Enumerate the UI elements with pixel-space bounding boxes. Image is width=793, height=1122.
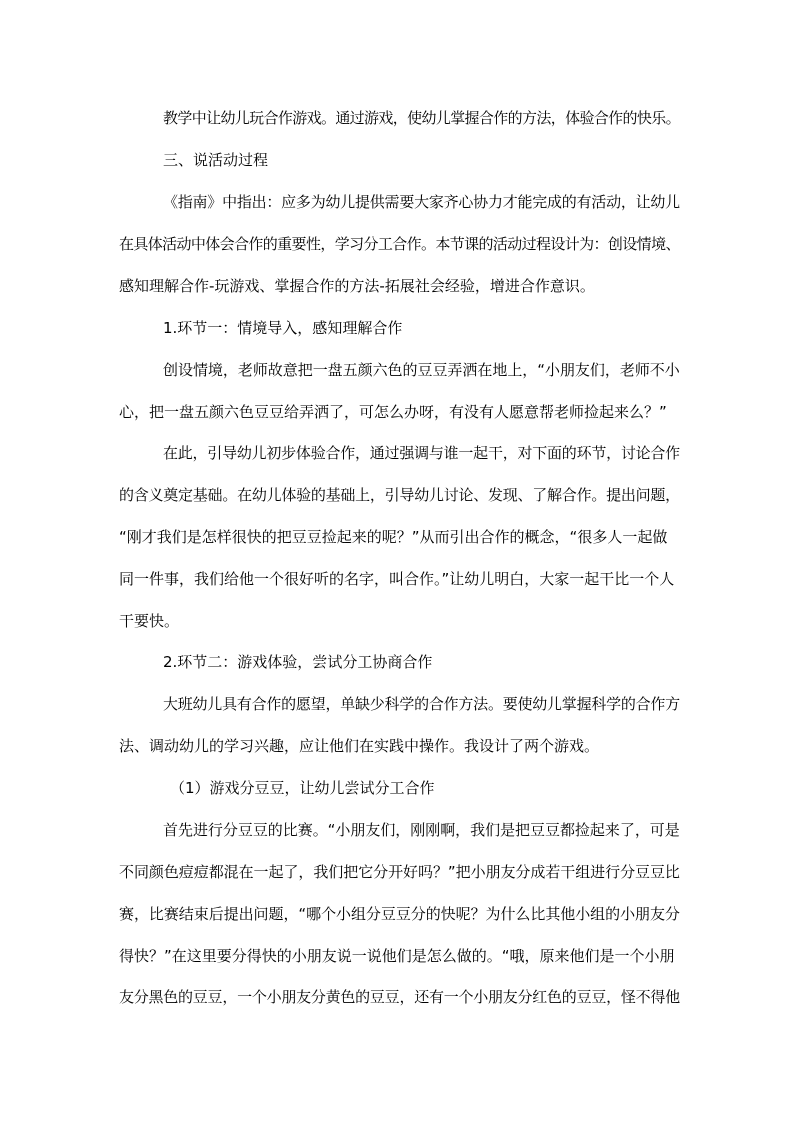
paragraph-line: 的含义奠定基础。在幼儿体验的基础上，引导幼儿讨论、发现、了解合作。提出问题，	[119, 486, 680, 504]
paragraph-line: 得快？”在这里要分得快的小朋友说一说他们是怎么做的。“哦，原来他们是一个小朋	[119, 947, 675, 965]
paragraph-line: 首先进行分豆豆的比赛。“小朋友们，刚刚啊，我们是把豆豆都捡起来了，可是	[163, 821, 680, 839]
paragraph-line: 友分黑色的豆豆，一个小朋友分黄色的豆豆，还有一个小朋友分红色的豆豆，怪不得他	[119, 988, 680, 1006]
paragraph-line: 大班幼儿具有合作的愿望，单缺少科学的合作方法。要使幼儿掌握科学的合作方	[163, 695, 680, 713]
paragraph-line: 教学中让幼儿玩合作游戏。通过游戏，使幼儿掌握合作的方法，体验合作的快乐。	[163, 109, 680, 127]
paragraph-line: 在具体活动中体会合作的重要性，学习分工合作。本节课的活动过程设计为：创设情境、	[119, 235, 680, 253]
paragraph-line: 干要快。	[119, 612, 180, 630]
paragraph-line: 心，把一盘五颜六色豆豆给弄洒了，可怎么办呀，有没有人愿意帮老师捡起来么？”	[119, 403, 667, 421]
paragraph-line: “刚才我们是怎样很快的把豆豆捡起来的呢？”从而引出合作的概念，“很多人一起做	[119, 528, 668, 546]
paragraph-line: 赛，比赛结束后提出问题，“哪个小组分豆豆分的快呢？为什么比其他小组的小朋友分	[119, 905, 680, 923]
list-item-heading: （1）游戏分豆豆，让幼儿尝试分工合作	[170, 779, 435, 797]
paragraph-line: 同一件事，我们给他一个很好听的名字，叫合作。”让幼儿明白，大家一起干比一个人	[119, 570, 675, 588]
subsection-heading: 1.环节一：情境导入，感知理解合作	[163, 319, 403, 337]
paragraph-line: 不同颜色痘痘都混在一起了，我们把它分开好吗？”把小朋友分成若干组进行分豆豆比	[119, 863, 680, 881]
paragraph-line: 感知理解合作-玩游戏、掌握合作的方法-拓展社会经验，增进合作意识。	[119, 277, 595, 295]
subsection-heading: 2.环节二：游戏体验，尝试分工协商合作	[163, 653, 433, 671]
section-heading: 三、说活动过程	[163, 151, 269, 169]
paragraph-line: 法、调动幼儿的学习兴趣，应让他们在实践中操作。我设计了两个游戏。	[119, 737, 600, 755]
paragraph-line: 《指南》中指出：应多为幼儿提供需要大家齐心协力才能完成的有活动，让幼儿	[163, 193, 680, 211]
paragraph-line: 创设情境，老师故意把一盘五颜六色的豆豆弄洒在地上，“小朋友们，老师不小	[163, 361, 680, 379]
paragraph-line: 在此，引导幼儿初步体验合作，通过强调与谁一起干，对下面的环节，讨论合作	[163, 444, 680, 462]
